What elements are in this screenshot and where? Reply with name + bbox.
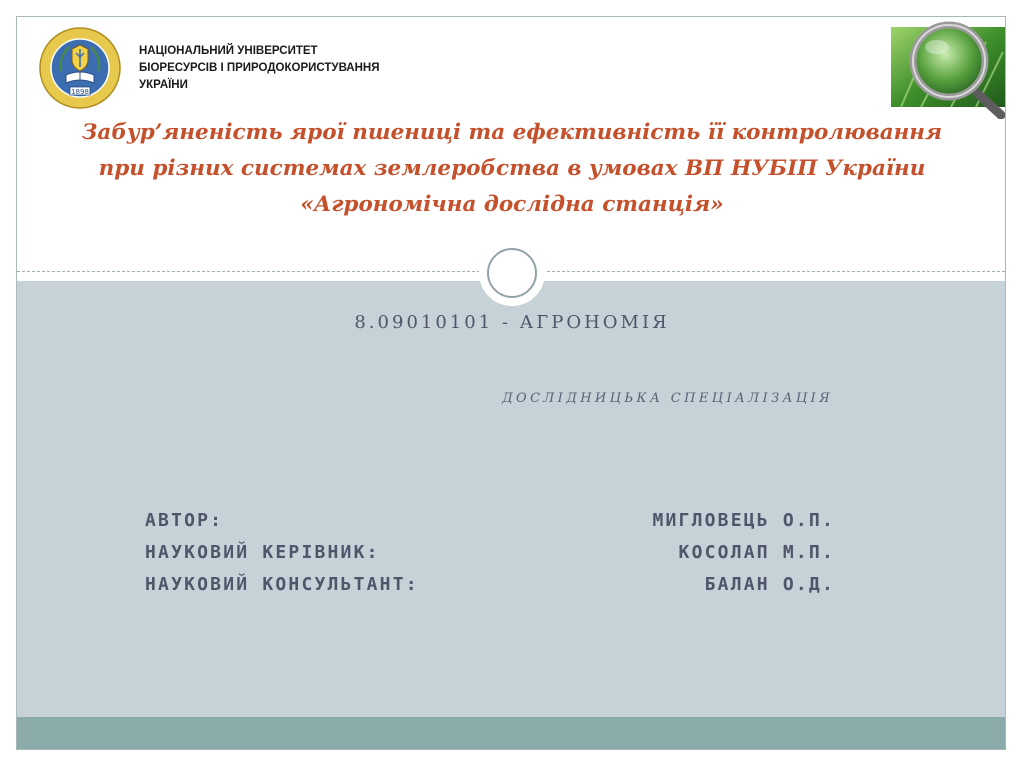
university-logo [39, 27, 121, 109]
credit-role: АВТОР: [145, 510, 224, 531]
university-name-line: УКРАЇНИ [139, 79, 188, 91]
degree-program: 8.09010101 - АГРОНОМІЯ [354, 312, 670, 333]
university-name-line: НАЦІОНАЛЬНИЙ УНІВЕРСИТЕТ [139, 45, 318, 57]
credit-name: КОСОЛАП М.П. [678, 542, 835, 563]
credit-name: МИГЛОВЕЦЬ О.П. [652, 510, 835, 531]
divider-ring-inner [487, 248, 537, 298]
slide-title: Забур’яненість ярої пшениці та ефективність її контролювання при різних системах землеробства в умовах ВП НУБІП України «Агрономічна дослідна станція» [81, 120, 943, 217]
specialization: ДОСЛІДНИЦЬКА СПЕЦІАЛІЗАЦІЯ [502, 391, 833, 406]
footer-bar [17, 717, 1005, 750]
content-area [17, 281, 1005, 717]
logo-year: 1898 [71, 88, 89, 96]
credit-name: БАЛАН О.Д. [704, 574, 835, 595]
slide [16, 16, 1006, 750]
credit-row-author [145, 505, 835, 537]
university-name-line: БІОРЕСУРСІВ І ПРИРОДОКОРИСТУВАННЯ [139, 62, 380, 74]
credits-block [145, 505, 835, 601]
credit-row-supervisor [145, 537, 835, 569]
divider-ring [479, 240, 545, 306]
university-name [139, 43, 380, 94]
magnifier-photo [891, 17, 1006, 119]
credit-role: НАУКОВИЙ КЕРІВНИК: [145, 542, 380, 563]
credit-row-consultant [145, 569, 835, 601]
credit-role: НАУКОВИЙ КОНСУЛЬТАНТ: [145, 574, 419, 595]
